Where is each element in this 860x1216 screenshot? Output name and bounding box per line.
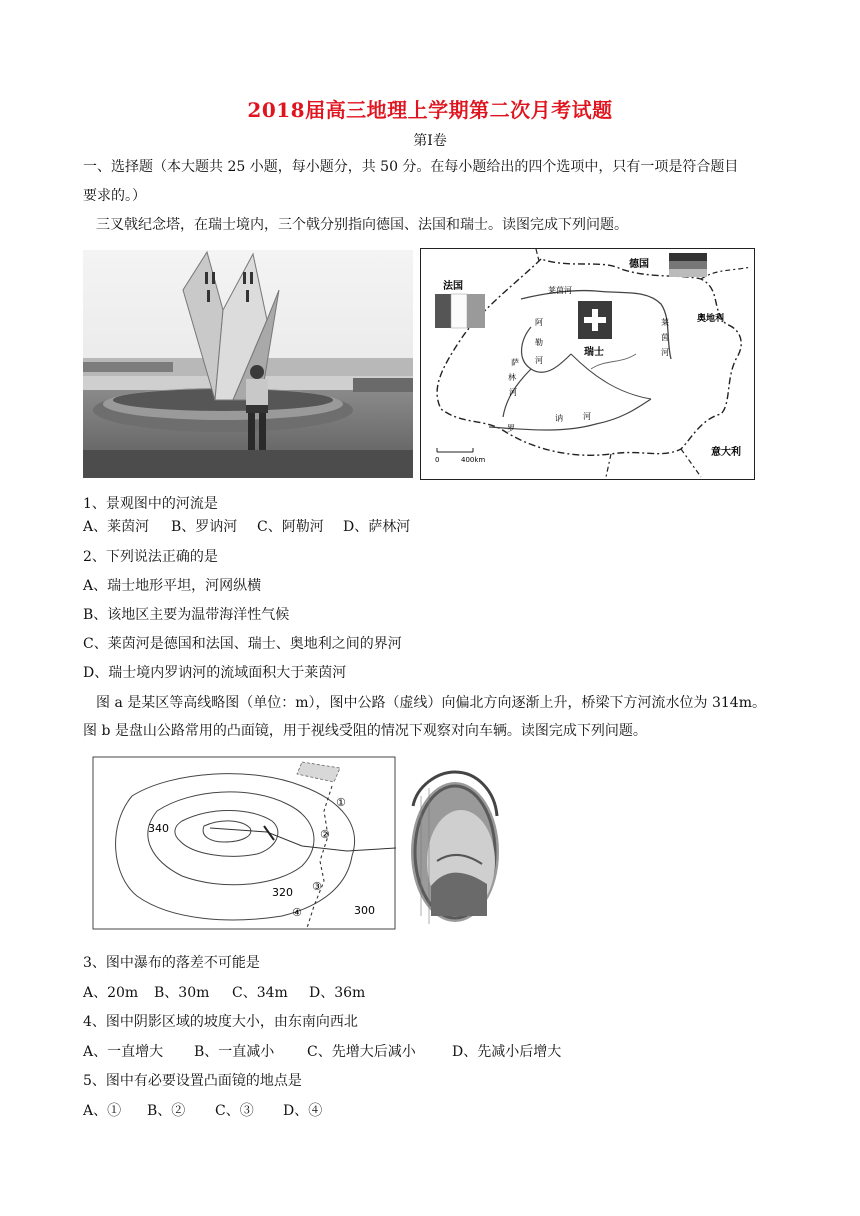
q5-stem: 5、图中有必要设置凸面镜的地点是 xyxy=(83,1073,302,1089)
q1-option-b[interactable]: B、罗讷河 xyxy=(171,519,238,535)
q2-option-d[interactable]: D、瑞士境内罗讷河的流域面积大于莱茵河 xyxy=(83,665,347,681)
label-rhine-r2: 茵 xyxy=(661,333,669,342)
point-1: ① xyxy=(336,796,346,809)
q4-option-a[interactable]: A、一直增大 xyxy=(83,1044,164,1060)
q3-stem: 3、图中瀑布的落差不可能是 xyxy=(83,955,260,971)
q5-option-c[interactable]: C、③ xyxy=(215,1103,254,1119)
label-rhone-1: 罗 xyxy=(507,424,515,433)
point-3: ③ xyxy=(312,880,322,893)
label-saane-3: 河 xyxy=(509,388,517,397)
contour-map xyxy=(92,756,396,932)
label-saane-1: 萨 xyxy=(511,358,519,367)
convex-mirror-photo xyxy=(407,766,503,932)
switzerland-map xyxy=(420,248,755,480)
point-2: ② xyxy=(320,828,330,841)
q3-options xyxy=(83,982,365,1004)
q5-option-d[interactable]: D、④ xyxy=(283,1103,323,1119)
monument-photo xyxy=(83,250,413,478)
passage-1: 三叉戟纪念塔，在瑞士境内，三个戟分别指向德国、法国和瑞士。读图完成下列问题。 xyxy=(96,217,628,233)
section-instruction-line1: 一、选择题（本大题共 25 小题，每小题分，共 50 分。在每小题给出的四个选项中，只有一项是符合题目 xyxy=(83,159,739,175)
q3-option-c[interactable]: C、34m xyxy=(232,985,288,1001)
q2-option-c[interactable]: C、莱茵河是德国和法国、瑞士、奥地利之间的界河 xyxy=(83,636,402,652)
q2-option-b[interactable]: B、该地区主要为温带海洋性气候 xyxy=(83,607,290,623)
svg-text:0: 0 xyxy=(435,456,440,464)
passage-2-line1: 图 a 是某区等高线略图（单位：m），图中公路（虚线）向偏北方向逐渐上升，桥梁下方河流水位为 314m。 xyxy=(96,695,766,711)
label-aare-2: 勒 xyxy=(535,338,543,347)
q1-option-d[interactable]: D、萨林河 xyxy=(343,519,411,535)
label-aare-1: 阿 xyxy=(535,318,543,327)
label-switzerland: 瑞士 xyxy=(584,347,604,358)
swiss-flag-icon xyxy=(578,301,612,339)
germany-flag-icon xyxy=(669,253,707,277)
volume-label: 第Ⅰ卷 xyxy=(413,133,447,149)
q4-option-d[interactable]: D、先减小后增大 xyxy=(452,1044,562,1060)
label-rhine-top: 莱茵河 xyxy=(548,286,572,295)
contour-label-300: 300 xyxy=(354,904,375,917)
q3-option-b[interactable]: B、30m xyxy=(154,985,210,1001)
q1-option-c[interactable]: C、阿勒河 xyxy=(257,519,324,535)
q3-option-a[interactable]: A、20m xyxy=(83,985,139,1001)
label-italy: 意大利 xyxy=(711,447,741,458)
q5-option-b[interactable]: B、② xyxy=(147,1103,186,1119)
contour-label-320: 320 xyxy=(272,886,293,899)
label-rhine-r3: 河 xyxy=(661,348,669,357)
page-title: 2018届高三地理上学期第二次月考试题 xyxy=(247,98,613,122)
france-flag-icon xyxy=(435,294,485,328)
label-aare-3: 河 xyxy=(535,356,543,365)
section-instruction-line2: 要求的。） xyxy=(83,188,146,204)
q3-option-d[interactable]: D、36m xyxy=(309,985,366,1001)
point-4: ④ xyxy=(292,906,302,919)
q4-option-c[interactable]: C、先增大后减小 xyxy=(307,1044,416,1060)
label-germany: 德国 xyxy=(629,259,649,270)
q5-option-a[interactable]: A、① xyxy=(83,1103,122,1119)
q2-stem: 2、下列说法正确的是 xyxy=(83,549,218,565)
label-rhine-r1: 莱 xyxy=(661,318,669,327)
q1-option-a[interactable]: A、莱茵河 xyxy=(83,519,150,535)
svg-text:400km: 400km xyxy=(461,456,486,464)
passage-2-line2: 图 b 是盘山公路常用的凸面镜，用于视线受阻的情况下观察对向车辆。读图完成下列问题。 xyxy=(83,723,647,739)
q5-options xyxy=(83,1100,322,1122)
label-saane-2: 林 xyxy=(508,373,516,382)
q4-option-b[interactable]: B、一直减小 xyxy=(194,1044,275,1060)
label-france: 法国 xyxy=(443,281,463,292)
q4-stem: 4、图中阴影区域的坡度大小，由东南向西北 xyxy=(83,1014,358,1030)
q1-options xyxy=(83,516,410,538)
contour-label-340: 340 xyxy=(148,822,169,835)
q2-option-a[interactable]: A、瑞士地形平坦，河网纵横 xyxy=(83,578,262,594)
label-rhone-2: 讷 xyxy=(555,414,563,423)
q1-stem: 1、景观图中的河流是 xyxy=(83,496,218,512)
q4-options xyxy=(83,1041,561,1063)
label-austria: 奥地利 xyxy=(697,314,725,324)
label-rhone-3: 河 xyxy=(583,412,591,421)
